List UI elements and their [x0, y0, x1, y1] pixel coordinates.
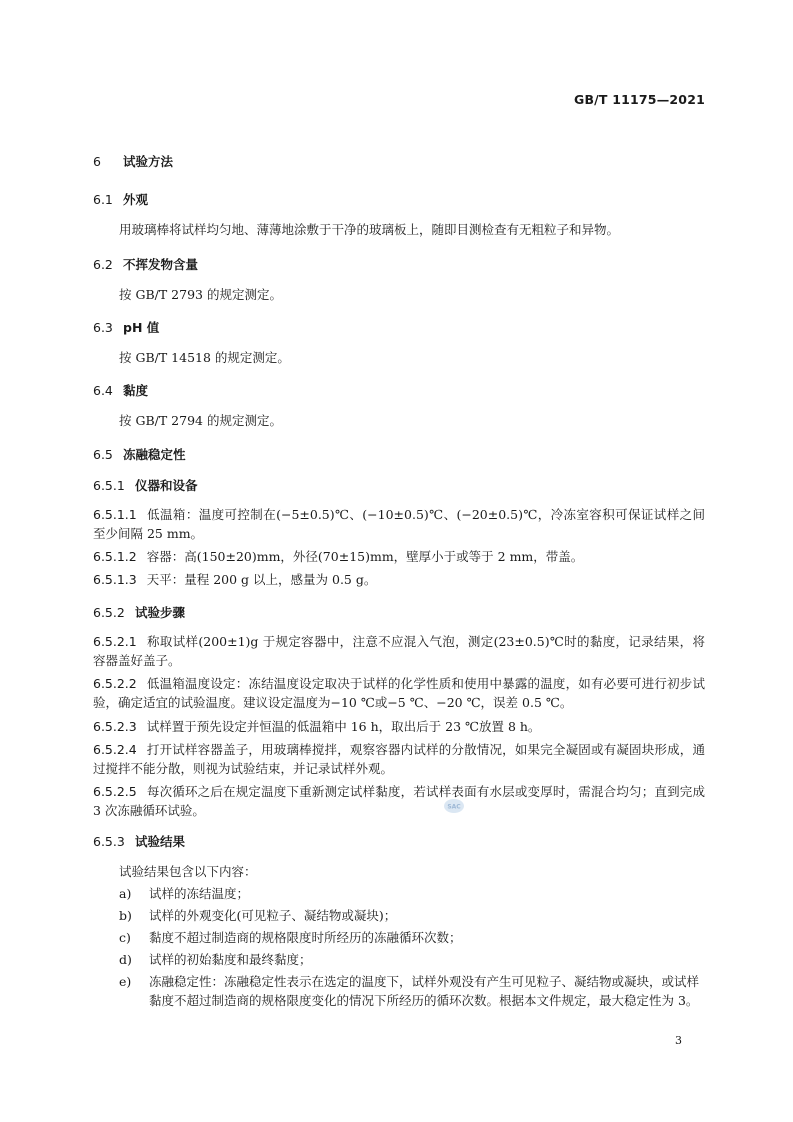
list-item-text: 试样的初始黏度和最终黏度；	[149, 952, 312, 967]
section-title: 黏度	[123, 383, 149, 398]
clause-text: 打开试样容器盖子，用玻璃棒搅拌，观察容器内试样的分散情况，如果完全凝固或有凝固块形成，通过搅拌不能分散，则视为试验结束，并记录试样外观。	[93, 742, 705, 776]
section-6-heading	[93, 152, 173, 170]
section-number: 6.5.3	[93, 834, 125, 849]
clause-text: 容器：高(150±20)mm，外径(70±15)mm，壁厚小于或等于 2 mm，带盖。	[146, 549, 584, 564]
clause-number: 6.5.2.1	[93, 634, 137, 649]
clause-6-5-2-4	[93, 740, 705, 778]
section-6-1-body: 用玻璃棒将试样均匀地、薄薄地涂敷于干净的玻璃板上，随即目测检查有无粗粒子和异物。	[119, 222, 620, 237]
list-item	[119, 884, 705, 903]
section-6-5-heading	[93, 445, 186, 463]
section-6-3-heading	[93, 318, 159, 336]
clause-number: 6.5.1.1	[93, 507, 137, 522]
section-title: 仪器和设备	[135, 478, 198, 493]
clause-6-5-2-5	[93, 782, 705, 820]
section-number: 6.5.1	[93, 478, 125, 493]
list-item	[119, 950, 705, 969]
section-title: 不挥发物含量	[123, 257, 199, 272]
section-number: 6	[93, 154, 101, 169]
section-number: 6.5.2	[93, 605, 125, 620]
section-6-5-2-heading	[93, 603, 185, 621]
section-number: 6.4	[93, 383, 113, 398]
standard-code: GB/T 11175—2021	[573, 92, 705, 107]
list-item-label: c)	[119, 930, 131, 945]
clause-6-5-2-1	[93, 632, 705, 670]
list-item-label: e)	[119, 974, 132, 989]
clause-6-5-1-3	[93, 570, 705, 589]
section-6-4-heading	[93, 381, 148, 399]
section-6-2-body: 按 GB/T 2793 的规定测定。	[119, 287, 282, 302]
section-title: 试验方法	[123, 154, 174, 169]
section-6-5-3-heading	[93, 832, 185, 850]
section-6-5-3-intro: 试验结果包含以下内容：	[119, 864, 257, 879]
clause-text: 低温箱：温度可控制在(−5±0.5)℃、(−10±0.5)℃、(−20±0.5)℃，冷冻室容积可保证试样之间至少间隔 25 mm。	[93, 507, 705, 541]
sac-watermark-icon	[443, 797, 465, 815]
clause-6-5-1-2	[93, 547, 705, 566]
section-title: 试验步骤	[135, 605, 186, 620]
clause-text: 试样置于预先设定并恒温的低温箱中 16 h，取出后于 23 ℃放置 8 h。	[146, 719, 541, 734]
clause-text: 低温箱温度设定：冻结温度设定取决于试样的化学性质和使用中暴露的温度，如有必要可进行初步试验，确定适宜的试验温度。建议设定温度为−10 ℃或−5 ℃、−20 ℃，误差 0.5 ℃。	[93, 676, 705, 710]
list-item-text: 试样的外观变化(可见粒子、凝结物或凝块)；	[149, 908, 397, 923]
clause-number: 6.5.1.3	[93, 572, 137, 587]
section-6-3-body: 按 GB/T 14518 的规定测定。	[119, 350, 290, 365]
clause-number: 6.5.2.4	[93, 742, 137, 757]
clause-6-5-1-1	[93, 505, 705, 543]
list-item	[119, 928, 705, 947]
section-6-2-heading	[93, 255, 198, 273]
list-item-label: b)	[119, 908, 132, 923]
clause-text: 称取试样(200±1)g 于规定容器中，注意不应混入气泡，测定(23±0.5)℃时的黏度，记录结果，将容器盖好盖子。	[93, 634, 705, 668]
section-number: 6.5	[93, 447, 113, 462]
list-item-label: a)	[119, 886, 132, 901]
clause-number: 6.5.2.2	[93, 676, 137, 691]
section-title: 冻融稳定性	[123, 447, 186, 462]
clause-number: 6.5.2.3	[93, 719, 137, 734]
section-6-5-1-heading	[93, 476, 198, 494]
list-item-text: 冻融稳定性：冻融稳定性表示在选定的温度下，试样外观没有产生可见粒子、凝结物或凝块，或试样黏度不超过制造商的规格限度变化的情况下所经历的循环次数。根据本文件规定，最大稳定性为 3。	[149, 974, 700, 1008]
section-title: 试验结果	[135, 834, 186, 849]
clause-text: 天平：量程 200 g 以上，感量为 0.5 g。	[146, 572, 377, 587]
list-item-text: 黏度不超过制造商的规格限度时所经历的冻融循环次数；	[149, 930, 462, 945]
clause-6-5-2-2	[93, 674, 705, 712]
section-number: 6.2	[93, 257, 113, 272]
list-item-label: d)	[119, 952, 132, 967]
watermark-text: SAC	[447, 803, 461, 811]
list-item	[119, 972, 705, 1010]
section-title: pH 值	[123, 320, 160, 335]
list-item-text: 试样的冻结温度；	[149, 886, 250, 901]
clause-text: 每次循环之后在规定温度下重新测定试样黏度，若试样表面有水层或变厚时，需混合均匀；直到完成 3 次冻融循环试验。	[93, 784, 705, 818]
section-6-1-heading	[93, 190, 148, 208]
list-item	[119, 906, 705, 925]
section-number: 6.3	[93, 320, 113, 335]
section-6-4-body: 按 GB/T 2794 的规定测定。	[119, 413, 282, 428]
clause-number: 6.5.2.5	[93, 784, 137, 799]
section-number: 6.1	[93, 192, 113, 207]
clause-6-5-2-3	[93, 717, 705, 736]
clause-number: 6.5.1.2	[93, 549, 137, 564]
page-number: 3	[675, 1034, 682, 1047]
section-title: 外观	[123, 192, 149, 207]
